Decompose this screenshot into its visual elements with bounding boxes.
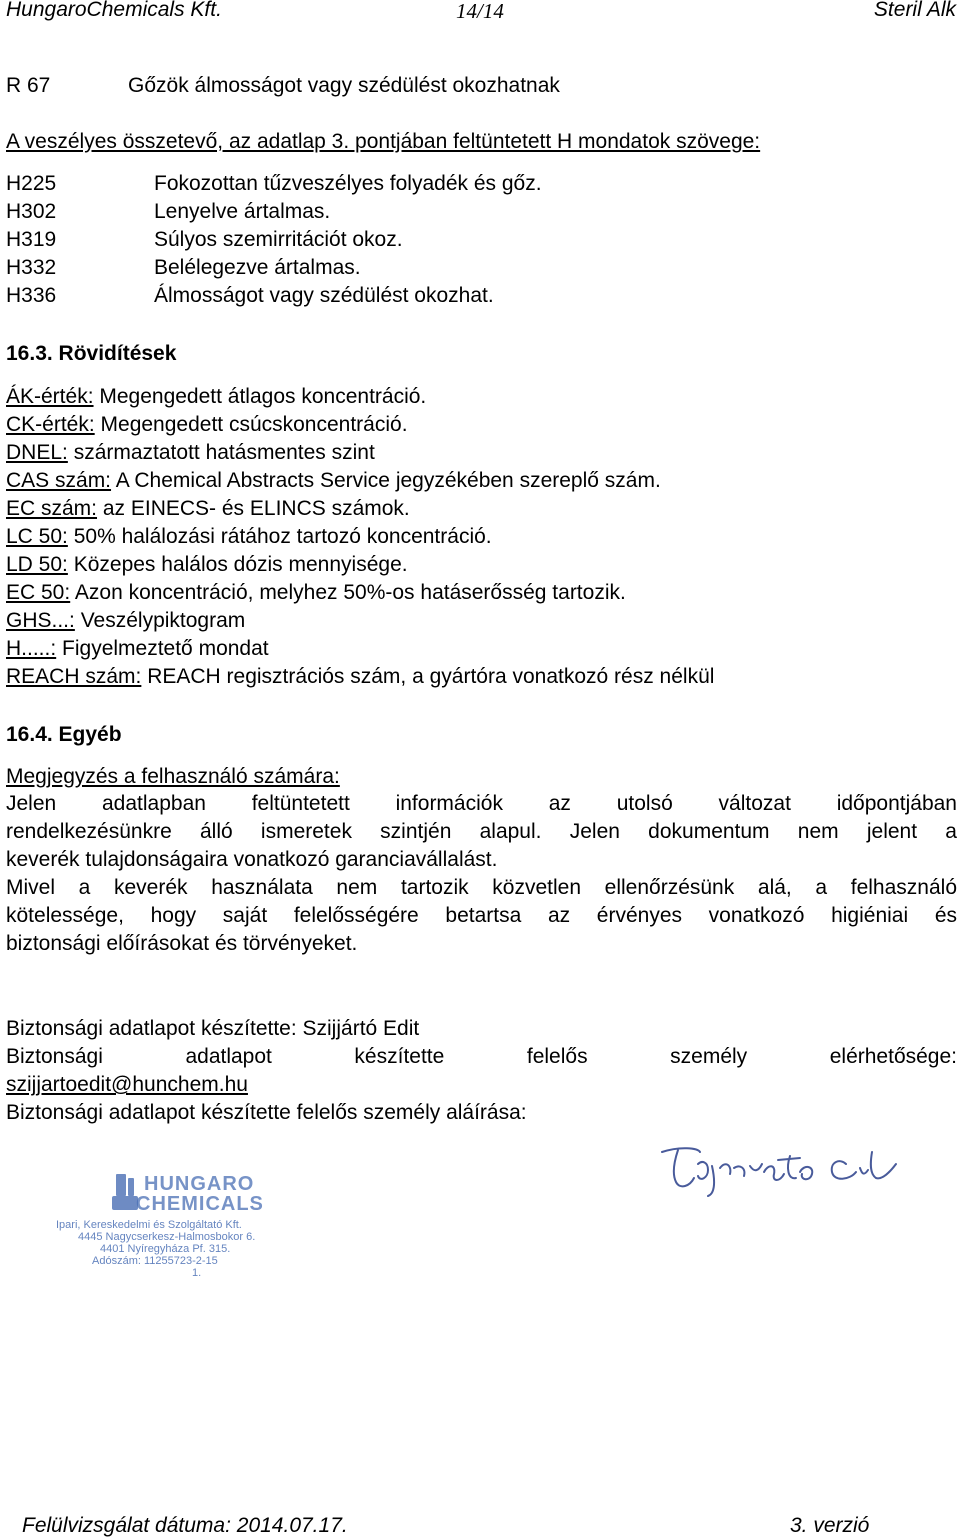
note-paragraph-line: rendelkezésünkre álló ismeretek szintjén alapul. Jelen dokumentum nem jelent a [6,820,957,843]
abbreviation-row [6,551,408,579]
abbreviation-row [6,383,426,411]
section-16-4-title: 16.4. Egyéb [6,723,122,746]
abbreviation-definition: Megengedett csúcskoncentráció. [94,413,408,436]
h-code: H332 [6,256,57,279]
stamp-brand-line2: CHEMICALS [136,1193,264,1215]
footer-revision-date: Felülvizsgálat dátuma: 2014.07.17. [22,1514,348,1537]
section-16-3-title: 16.3. Rövidítések [6,342,177,365]
abbreviation-row [6,411,408,439]
abbreviation-definition: Azon koncentráció, melyhez 50%-os hatáserősség tartozik. [70,581,626,604]
abbreviation-definition: Közepes halálos dózis mennyisége. [67,553,408,576]
abbreviation-term: DNEL: [6,441,68,464]
h-code: H225 [6,172,57,195]
note-paragraph-line: Jelen adatlapban feltüntetett információk az utolsó változat időpontjában [6,792,957,815]
signature-stroke [662,1148,700,1186]
header-product: Steril Alk [873,0,956,21]
abbreviation-row [6,467,661,495]
abbreviation-term: REACH szám: [6,665,142,688]
note-paragraph-line: Mivel a keverék használata nem tartozik közvetlen ellenőrzésünk alá, a felhasználó [6,876,957,899]
abbreviation-definition: származtatott hatásmentes szint [67,441,375,464]
abbreviation-row [6,635,269,663]
h-text: Fokozottan tűzveszélyes folyadék és gőz. [154,172,542,195]
abbreviation-definition: 50% halálozási rátához tartozó koncentráció. [67,525,492,548]
abbreviation-term: CAS szám: [6,469,112,492]
stamp-line: 4445 Nagycserkesz-Halmosbokor 6. [78,1231,256,1243]
abbreviation-term: GHS...: [6,609,75,632]
h-code: H336 [6,284,57,307]
abbreviation-term: EC 50: [6,581,71,604]
stamp-logo-mark [116,1174,126,1196]
h-text: Belélegezve ártalmas. [154,256,361,279]
stamp-line: 4401 Nyíregyháza Pf. 315. [100,1243,231,1255]
h-text: Súlyos szemirritációt okoz. [154,228,403,251]
abbreviation-term: LC 50: [6,525,68,548]
signature-stroke [720,1164,762,1176]
signature-stroke [800,1167,812,1179]
signature-stroke [764,1156,800,1180]
note-heading: Megjegyzés a felhasználó számára: [6,765,340,788]
note-paragraph-line: keverék tulajdonságaira vonatkozó garanciavállalást. [6,848,498,871]
abbreviation-row [6,495,410,523]
signature-graphic [650,1138,920,1200]
company-stamp [52,1168,352,1280]
r-phrase-text: Gőzök álmosságot vagy szédülést okozhatnak [128,74,560,97]
signature-stroke [698,1162,714,1196]
note-paragraph-line: biztonsági előírásokat és törvényeket. [6,932,358,955]
stamp-line: 1. [192,1267,202,1279]
contact-email-line [6,1071,248,1099]
abbreviation-definition: A Chemical Abstracts Service jegyzékében szereplő szám. [111,469,661,492]
abbreviation-row [6,607,245,635]
h-text: Álmosságot vagy szédülést okozhat. [154,284,494,307]
abbreviation-term: H.....: [6,637,57,660]
abbreviation-term: EC szám: [6,497,98,520]
h-code: H319 [6,228,57,251]
r-phrase-code: R 67 [6,74,51,97]
abbreviation-term: ÁK-érték: [6,385,94,408]
stamp-line: Ipari, Kereskedelmi és Szolgáltató Kft. [56,1219,242,1231]
stamp-line: Adószám: 11255723-2-15 [92,1255,218,1267]
h-code: H302 [6,200,57,223]
stamp-brand-line1: HUNGARO [144,1173,255,1195]
prepared-by-line: Biztonsági adatlapot készítette: Szijjártó Edit [6,1017,420,1040]
footer-version: 3. verzió [790,1514,870,1537]
stamp-logo-mark [128,1178,134,1196]
h-statements-heading: A veszélyes összetevő, az adatlap 3. pontjában feltüntetett H mondatok szövege: [6,130,761,153]
signature [650,1138,920,1200]
abbreviation-definition: REACH regisztrációs szám, a gyártóra vonatkozó rész nélkül [141,665,715,688]
contact-email-link[interactable]: szijjartoedit@hunchem.hu [6,1073,248,1096]
abbreviation-definition: az EINECS- és ELINCS számok. [97,497,410,520]
abbreviation-definition: Megengedett átlagos koncentráció. [93,385,427,408]
company-stamp-graphic [52,1168,352,1280]
abbreviation-term: LD 50: [6,553,68,576]
header-company: HungaroChemicals Kft. [6,0,222,21]
signature-stroke [832,1152,896,1179]
h-text: Lenyelve ártalmas. [154,200,331,223]
signature-label: Biztonsági adatlapot készítette felelős személy aláírása: [6,1101,527,1124]
abbreviation-definition: Veszélypiktogram [74,609,246,632]
abbreviation-row [6,439,375,467]
stamp-logo-mark [112,1196,138,1210]
abbreviation-row [6,579,626,607]
abbreviation-row [6,663,714,691]
note-paragraph-line: kötelessége, hogy saját felelősségére betartsa az érvényes vonatkozó higiéniai és [6,904,957,927]
contact-line: Biztonsági adatlapot készítette felelős személy elérhetősége: [6,1045,957,1068]
abbreviation-definition: Figyelmeztető mondat [56,637,269,660]
abbreviation-row [6,523,492,551]
header-page-number: 14/14 [456,0,504,23]
abbreviation-term: CK-érték: [6,413,95,436]
